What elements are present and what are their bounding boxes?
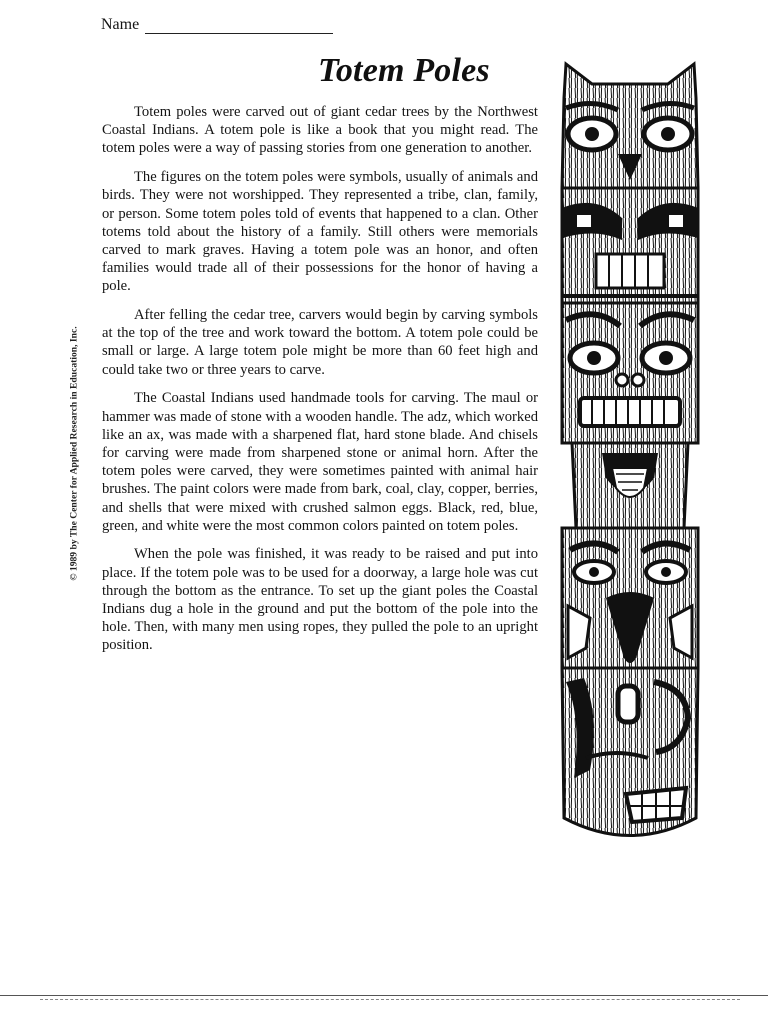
owl-figure (562, 64, 698, 188)
name-row (101, 16, 333, 34)
copyright-notice: © 1989 by The Center for Applied Research in Education, Inc. (68, 326, 80, 581)
totem-pole-illustration (556, 58, 706, 848)
bottom-dashed-rule (40, 999, 740, 1000)
paragraph-1: Totem poles were carved out of giant cedar trees by the Northwest Coastal Indians. A totem pole is like a book that you might read. The totem poles were a way of passing stories from one generation to another. (102, 104, 538, 157)
bear-figure (562, 188, 698, 303)
tongue-figure (572, 443, 688, 528)
whale-figure (562, 668, 698, 836)
paragraph-5: When the pole was finished, it was ready to be raised and put into place. If the totem pole was to be used for a doorway, a large hole was cut through the bottom as the entrance. To set up the giant poles the Coastal Indians dug a hole in the ground and put the bottom of the pole into the hole. Then, with many men using ropes, they pulled the pole to an upright position. (102, 546, 538, 654)
frog-figure (562, 303, 698, 443)
article-body (102, 103, 538, 665)
bottom-rule (0, 995, 768, 996)
eagle-figure (562, 528, 698, 668)
paragraph-4: The Coastal Indians used handmade tools for carving. The maul or hammer was made of stone with a wooden handle. The adz, which worked like an ax, was made with a sharpened flat, hard stone blade. And chisels for carving were made from sharpened stone or animal horn. After the totem poles were carved, they were sometimes painted with animal hair brushes. The paint colors were made from bark, coal, clay, copper, berries, and shells that were mixed with crushed salmon eggs. Black, red, blue, green, and white were the most common colors painted on totem poles. (102, 390, 538, 534)
name-label: Name (101, 16, 140, 33)
paragraph-3: After felling the cedar tree, carvers would begin by carving symbols at the top of the tree and work toward the bottom. A totem pole could be small or large. A large totem pole might be more than 60 feet high and could take two or three years to carve. (102, 307, 538, 378)
paragraph-2: The figures on the totem poles were symbols, usually of animals and birds. They were not worshipped. They represented a tribe, clan, family, or person. Some totem poles told of events that happened to a clan. Other totems told about the history of a family. Still others were memorials carved to mark graves. Having a totem pole was an honor, and often families would trade all of their possessions for the honor of having a pole. (102, 169, 538, 295)
page-title: Totem Poles (318, 52, 490, 89)
name-blank-line (145, 18, 333, 34)
